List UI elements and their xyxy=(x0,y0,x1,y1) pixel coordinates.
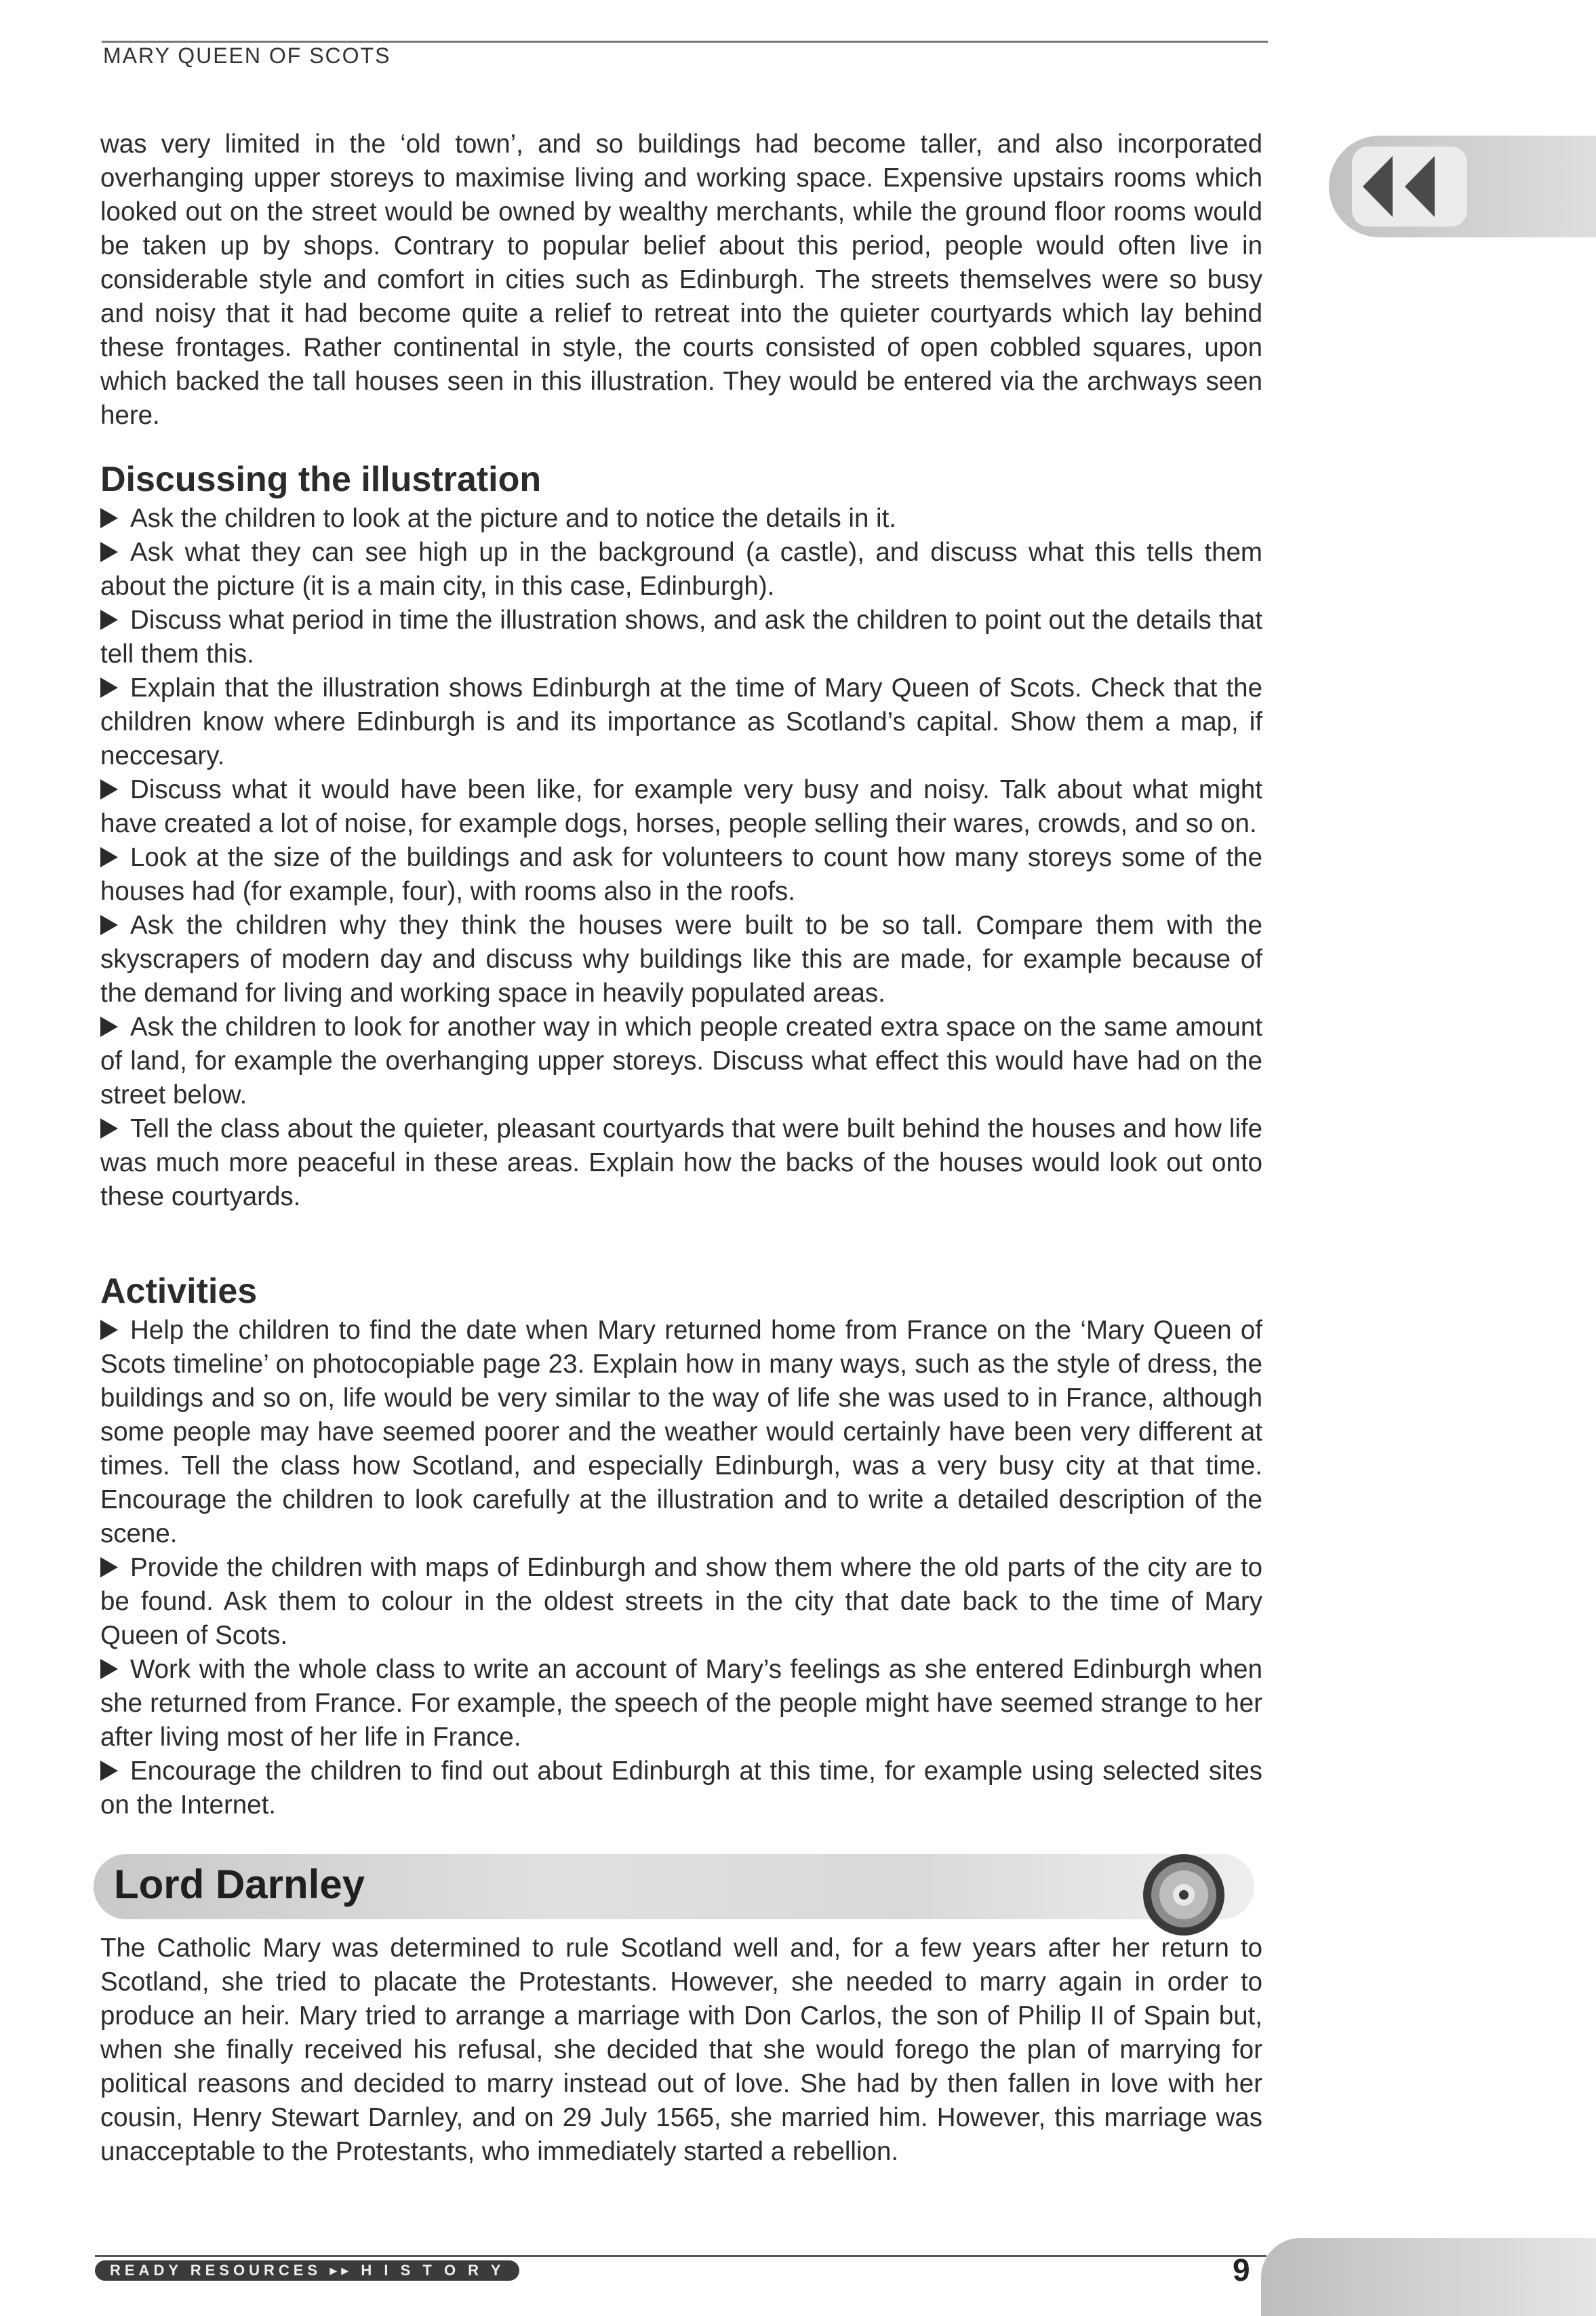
activities-section xyxy=(100,1270,1262,1822)
back-nav-tab[interactable] xyxy=(1329,136,1596,237)
back-arrows-icon[interactable] xyxy=(1352,146,1467,227)
bullet-triangle-icon xyxy=(100,1659,118,1679)
list-item: Ask the children to look at the picture and to notice the details in it. xyxy=(100,502,1262,536)
running-head: MARY QUEEN OF SCOTS xyxy=(103,43,391,68)
bullet-triangle-icon xyxy=(100,1557,118,1577)
intro-paragraph: was very limited in the ‘old town’, and so buildings had become taller, and also incorporated overhanging upper storeys to maximise living and working space. Expensive upstairs rooms which looked out on the street would be owned by wealthy merchants, while the ground floor rooms would be taken up by shops. Contrary to popular belief about this period, people would often live in considerable style and comfort in cities such as Edinburgh. The streets themselves were so busy and noisy that it had become quite a relief to retreat into the quieter courtyards which lay behind these frontages. Rather continental in style, the courts consisted of open cobbled squares, upon which backed the tall houses seen in this illustration. They would be entered via the archways seen here. xyxy=(100,130,1262,430)
bullet-triangle-icon xyxy=(100,1118,118,1139)
series-badge: READY RESOURCES ▸▸ H I S T O R Y xyxy=(95,2260,519,2281)
section-banner-title: Lord Darnley xyxy=(114,1862,365,1907)
list-item: Explain that the illustration shows Edinburgh at the time of Mary Queen of Scots. Check that the children know where Edinburgh is and its importance as Scotland’s capital. Show them a map, if neccesary. xyxy=(100,673,1262,770)
page-number: 9 xyxy=(1233,2252,1250,2288)
list-item: Help the children to find the date when Mary returned home from France on the ‘Mary Queen of Scots timeline’ on photocopiable page 23. Explain how in many ways, such as the style of dress, the buildings and so on, life would be very similar to the way of life she was used to in France, although some people may have seemed poorer and the weather would certainly have been very different at times. Tell the class how Scotland, and especially Edinburgh, was a very busy city at that time. Encourage the children to look carefully at the illustration and to write a detailed description of the scene. xyxy=(100,1316,1262,1548)
list-item: Encourage the children to find out about Edinburgh at this time, for example using selected sites on the Internet. xyxy=(100,1756,1262,1820)
discussing-heading: Discussing the illustration xyxy=(100,460,542,499)
bullet-triangle-icon xyxy=(100,915,118,935)
list-item: Ask what they can see high up in the background (a castle), and discuss what this tells them about the picture (it is a main city, in this case, Edinburgh). xyxy=(100,538,1262,601)
bullet-triangle-icon xyxy=(100,678,118,698)
darnley-paragraph: The Catholic Mary was determined to rule Scotland well and, for a few years after her return to Scotland, she tried to placate the Protestants. However, she needed to marry again in order to produce an heir. Mary tried to arrange a marriage with Don Carlos, the son of Philip II of Spain but, when she finally received his refusal, she decided that she would forego the plan of marrying for political reasons and decided to marry instead out of love. She had by then fallen in love with her cousin, Henry Stewart Darnley, and on 29 July 1565, she married him. However, this marriage was unacceptable to the Protestants, who immediately started a rebellion. xyxy=(100,1934,1262,2166)
bullet-triangle-icon xyxy=(100,508,118,528)
footer-decoration xyxy=(1261,2238,1596,2316)
section-banner xyxy=(94,1854,1254,1919)
bullet-triangle-icon xyxy=(100,847,118,867)
activities-list xyxy=(100,1314,1262,1822)
list-item: Tell the class about the quieter, pleasant courtyards that were built behind the houses and how life was much more peaceful in these areas. Explain how the backs of the houses would look out onto these courtyards. xyxy=(100,1114,1262,1211)
discussing-list xyxy=(100,502,1262,1214)
bullet-triangle-icon xyxy=(100,542,118,562)
bullet-triangle-icon xyxy=(100,1761,118,1781)
list-item: Discuss what it would have been like, for example very busy and noisy. Talk about what might have created a lot of noise, for example dogs, horses, people selling their wares, crowds, and so on. xyxy=(100,775,1262,838)
intro-text-block xyxy=(100,127,1262,433)
activities-heading: Activities xyxy=(100,1272,258,1311)
header-rule xyxy=(102,41,1268,43)
bullet-triangle-icon xyxy=(100,779,118,800)
list-item: Look at the size of the buildings and ask for volunteers to count how many storeys some of the houses had (for example, four), with rooms also in the roofs. xyxy=(100,843,1262,906)
list-item: Discuss what period in time the illustration shows, and ask the children to point out the details that tell them this. xyxy=(100,606,1262,669)
bullet-triangle-icon xyxy=(100,1017,118,1037)
footer-rule xyxy=(95,2255,1266,2257)
cd-icon[interactable] xyxy=(1140,1851,1227,1938)
list-item: Work with the whole class to write an account of Mary’s feelings as she entered Edinburgh when she returned from France. For example, the speech of the people might have seemed strange to her after living most of her life in France. xyxy=(100,1655,1262,1752)
discussing-section xyxy=(100,458,1262,1214)
list-item: Ask the children to look for another way in which people created extra space on the same amount of land, for example the overhanging upper storeys. Discuss what effect this would have had on the street below. xyxy=(100,1013,1262,1110)
darnley-text-block xyxy=(100,1931,1262,2169)
bullet-triangle-icon xyxy=(100,1320,118,1340)
list-item: Ask the children why they think the houses were built to be so tall. Compare them with the skyscrapers of modern day and discuss why buildings like this are made, for example because of the demand for living and working space in heavily populated areas. xyxy=(100,911,1262,1008)
bullet-triangle-icon xyxy=(100,610,118,630)
list-item: Provide the children with maps of Edinburgh and show them where the old parts of the city are to be found. Ask them to colour in the oldest streets in the city that date back to the time of Mary Queen of Scots. xyxy=(100,1553,1262,1650)
